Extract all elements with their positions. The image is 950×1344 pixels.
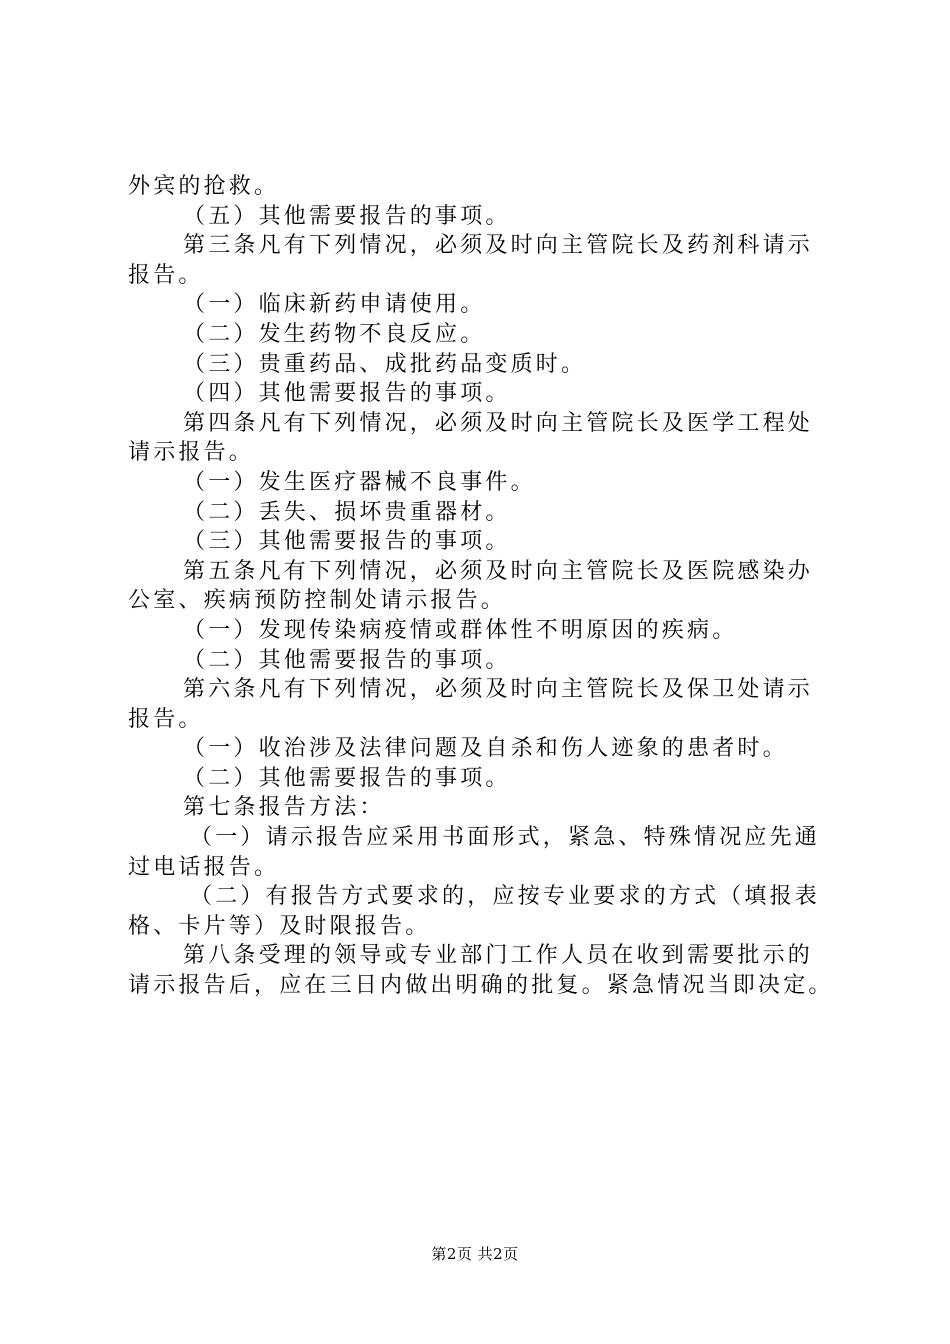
text-line: 请示报告。 (128, 440, 255, 466)
text-line: 第五条凡有下列情况，必须及时向主管院长及医院感染办 (183, 558, 814, 584)
text-line: 报告。 (128, 262, 204, 288)
text-line: 请示报告后，应在三日内做出明确的批复。紧急情况当即决定。 (128, 973, 834, 999)
text-line: （二）发生药物不良反应。 (183, 321, 486, 347)
text-line: 外宾的抢救。 (128, 174, 280, 199)
page-number-footer: 第2页 共2页 (431, 1245, 519, 1263)
text-line: （四）其他需要报告的事项。 (183, 381, 511, 407)
text-line: 格、卡片等）及时限报告。 (128, 913, 431, 939)
text-line: （一）请示报告应采用书面形式，紧急、特殊情况应先通 (190, 825, 821, 851)
text-line: （一）发生医疗器械不良事件。 (183, 469, 536, 495)
text-line: （二）其他需要报告的事项。 (183, 647, 511, 673)
text-line: 第七条报告方法： (183, 795, 385, 821)
text-line: 第四条凡有下列情况，必须及时向主管院长及医学工程处 (183, 410, 814, 436)
text-line: 第六条凡有下列情况，必须及时向主管院长及保卫处请示 (183, 677, 814, 703)
text-line: （一）收治涉及法律问题及自杀和伤人迹象的患者时。 (183, 736, 788, 762)
text-line: 第三条凡有下列情况，必须及时向主管院长及药剂科请示 (183, 233, 814, 259)
text-line: （二）丢失、损坏贵重器材。 (183, 499, 511, 525)
text-line: （二）其他需要报告的事项。 (183, 765, 511, 791)
text-line: （五）其他需要报告的事项。 (183, 203, 511, 229)
text-line: （三）贵重药品、成批药品变质时。 (183, 351, 587, 377)
text-line: 第八条受理的领导或专业部门工作人员在收到需要批示的 (183, 943, 814, 969)
document-body (128, 172, 848, 1001)
text-line: 公室、疾病预防控制处请示报告。 (128, 588, 507, 614)
text-line: （二）有报告方式要求的，应按专业要求的方式（填报表 (190, 884, 821, 910)
text-line: （一）临床新药申请使用。 (183, 292, 486, 318)
text-line: 过电话报告。 (128, 854, 280, 880)
text-line: （一）发现传染病疫情或群体性不明原因的疾病。 (183, 617, 738, 643)
text-line: （三）其他需要报告的事项。 (183, 529, 511, 555)
text-line: 报告。 (128, 706, 204, 732)
